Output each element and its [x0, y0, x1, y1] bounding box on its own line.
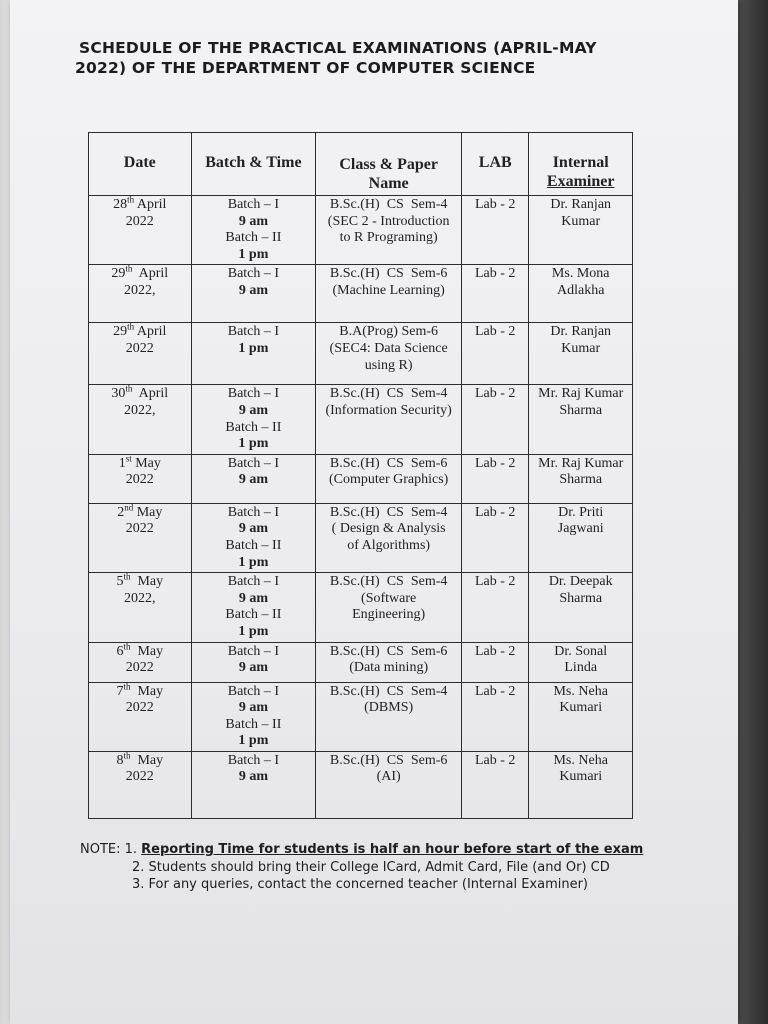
- date-day: 29: [113, 324, 128, 340]
- date-suffix: th: [127, 195, 135, 205]
- cell-examiner: [529, 751, 633, 818]
- cell-class-paper: [316, 751, 462, 818]
- examiner-line-1: Dr. Deepak: [548, 574, 613, 590]
- cell-examiner: [529, 196, 633, 265]
- date-day: 8: [116, 752, 124, 768]
- date-line-1: [92, 505, 188, 522]
- class-line-1: B.A(Prog) Sem-6: [339, 324, 439, 340]
- batch-2: Batch – II: [225, 230, 282, 246]
- cell-examiner: [529, 503, 633, 572]
- time-1: 9 am: [238, 521, 268, 537]
- date-line-1: [92, 753, 188, 770]
- date-suffix: th: [125, 264, 133, 274]
- time-1: 9 am: [238, 660, 268, 676]
- time-1: 9 am: [238, 700, 268, 716]
- date-line-1: [92, 644, 188, 661]
- cell-class-paper: [316, 503, 462, 572]
- class-line-1: B.Sc.(H) CS Sem-4: [329, 574, 448, 590]
- time-1: 9 am: [238, 769, 268, 785]
- cell-examiner: [529, 265, 633, 323]
- date-year: 2022: [125, 700, 154, 716]
- cell-date: [89, 751, 192, 818]
- date-line-1: [92, 574, 188, 591]
- date-line-1: [92, 324, 188, 341]
- cell-class-paper: [316, 573, 462, 642]
- date-day: 7: [116, 683, 124, 699]
- class-line-3: to R Programing): [339, 230, 438, 246]
- schedule-rows: [89, 196, 633, 819]
- header-exam-line1: Internal: [552, 154, 609, 171]
- class-line-1: B.Sc.(H) CS Sem-6: [329, 455, 448, 471]
- table-header-row: [89, 133, 633, 196]
- header-internal-examiner: [529, 133, 633, 196]
- examiner-line-2: Kumari: [559, 769, 603, 785]
- header-date: Date: [89, 133, 192, 196]
- batch-1: Batch – I: [227, 752, 280, 768]
- cell-batch-time: [191, 503, 316, 572]
- date-month: May: [130, 643, 164, 659]
- header-batch-time: Batch & Time: [191, 133, 316, 196]
- date-month: May: [131, 455, 161, 471]
- batch-1: Batch – I: [227, 197, 280, 212]
- class-line-2: (SEC 2 - Introduction: [327, 213, 450, 229]
- cell-batch-time: [191, 682, 316, 751]
- date-month: April: [132, 386, 169, 402]
- cell-class-paper: [316, 642, 462, 682]
- examiner-line-2: Sharma: [559, 590, 603, 606]
- time-2: 1 pm: [238, 246, 269, 262]
- class-line-1: B.Sc.(H) CS Sem-6: [329, 266, 448, 282]
- class-line-2: (Information Security): [325, 402, 452, 418]
- cell-class-paper: [316, 454, 462, 503]
- note-item-2: 2. Students should bring their College ICard, Admit Card, File (and Or) CD: [132, 860, 610, 875]
- cell-date: [89, 196, 192, 265]
- date-year: 2022,: [124, 590, 156, 606]
- table-row: [89, 385, 633, 454]
- examiner-line-2: Kumar: [561, 213, 601, 229]
- cell-class-paper: [316, 385, 462, 454]
- date-line-1: [92, 456, 188, 473]
- note-item-1: [80, 841, 660, 858]
- examiner-line-2: Sharma: [559, 472, 603, 488]
- schedule-table: [88, 132, 633, 819]
- examiner-line-1: Ms. Neha: [553, 752, 608, 768]
- header-lab: LAB: [462, 133, 529, 196]
- batch-1: Batch – I: [227, 574, 280, 590]
- batch-1: Batch – I: [227, 683, 280, 699]
- class-line-2: (SEC4: Data Science: [329, 340, 448, 356]
- time-1: 9 am: [238, 282, 268, 298]
- batch-2: Batch – II: [225, 537, 282, 553]
- class-line-3: Engineering): [352, 607, 426, 623]
- cell-batch-time: [191, 265, 316, 323]
- date-year: 2022: [125, 521, 154, 537]
- cell-examiner: [529, 385, 633, 454]
- date-line-1: [92, 684, 188, 701]
- title-line-1: SCHEDULE OF THE PRACTICAL EXAMINATIONS (APRIL-MAY: [79, 39, 597, 57]
- cell-batch-time: [191, 385, 316, 454]
- class-line-2: (Machine Learning): [332, 282, 445, 298]
- examiner-line-2: Linda: [564, 660, 598, 676]
- date-year: 2022,: [124, 282, 156, 298]
- time-1: 9 am: [238, 590, 268, 606]
- date-line-1: [92, 386, 188, 403]
- date-day: 5: [116, 574, 124, 590]
- cell-batch-time: [191, 642, 316, 682]
- date-year: 2022: [125, 213, 154, 229]
- date-suffix: th: [123, 751, 131, 761]
- date-year: 2022: [125, 472, 154, 488]
- examiner-line-1: Ms. Neha: [553, 683, 608, 699]
- time-1: 9 am: [238, 472, 268, 488]
- date-line-1: [92, 197, 188, 214]
- date-day: 29: [111, 266, 126, 282]
- time-2: 1 pm: [238, 436, 269, 452]
- cell-lab: Lab - 2: [462, 682, 529, 751]
- date-suffix: th: [123, 572, 131, 582]
- batch-1: Batch – I: [227, 324, 280, 340]
- cell-lab: Lab - 2: [462, 751, 529, 818]
- page-title: [75, 38, 675, 78]
- cell-date: [89, 323, 192, 385]
- note-prefix: NOTE: 1.: [80, 842, 142, 857]
- time-2: 1 pm: [238, 733, 269, 749]
- examiner-line-2: Adlakha: [556, 282, 605, 298]
- table-row: [89, 751, 633, 818]
- batch-2: Batch – II: [225, 419, 282, 435]
- date-day: 28: [113, 197, 128, 212]
- examiner-line-1: Dr. Priti: [558, 504, 604, 520]
- cell-class-paper: [316, 323, 462, 385]
- batch-2: Batch – II: [225, 607, 282, 623]
- date-year: 2022: [125, 340, 154, 356]
- class-line-1: B.Sc.(H) CS Sem-4: [329, 504, 448, 520]
- table-row: [89, 196, 633, 265]
- date-suffix: th: [123, 682, 131, 691]
- table-row: [89, 454, 633, 503]
- table-row: [89, 503, 633, 572]
- examiner-line-2: Sharma: [559, 402, 603, 418]
- date-day: 1: [118, 455, 126, 471]
- cell-batch-time: [191, 196, 316, 265]
- date-month: May: [130, 574, 164, 590]
- cell-batch-time: [191, 323, 316, 385]
- table-row: [89, 682, 633, 751]
- date-suffix: st: [125, 454, 132, 464]
- cell-date: [89, 642, 192, 682]
- batch-1: Batch – I: [227, 386, 280, 402]
- cell-lab: Lab - 2: [462, 196, 529, 265]
- class-line-1: B.Sc.(H) CS Sem-6: [329, 752, 448, 768]
- date-month: May: [133, 504, 163, 520]
- examiner-line-2: Kumari: [559, 700, 603, 716]
- cell-date: [89, 503, 192, 572]
- table-row: [89, 642, 633, 682]
- cell-examiner: [529, 573, 633, 642]
- class-line-3: using R): [364, 357, 413, 373]
- class-line-1: B.Sc.(H) CS Sem-4: [329, 386, 448, 402]
- note-block: [80, 841, 660, 893]
- class-line-2: ( Design & Analysis: [331, 521, 446, 537]
- cell-date: [89, 454, 192, 503]
- note-item-1-text: Reporting Time for students is half an hour before start of the exam: [141, 842, 644, 857]
- cell-batch-time: [191, 454, 316, 503]
- examiner-line-1: Dr. Sonal: [554, 643, 608, 659]
- cell-batch-time: [191, 751, 316, 818]
- date-day: 30: [111, 386, 126, 402]
- cell-examiner: [529, 323, 633, 385]
- time-1: 9 am: [238, 213, 268, 229]
- cell-lab: Lab - 2: [462, 573, 529, 642]
- cell-lab: Lab - 2: [462, 385, 529, 454]
- cell-lab: Lab - 2: [462, 454, 529, 503]
- examiner-line-2: Kumar: [561, 340, 601, 356]
- table-row: [89, 265, 633, 323]
- cell-class-paper: [316, 196, 462, 265]
- cell-date: [89, 682, 192, 751]
- batch-1: Batch – I: [227, 643, 280, 659]
- batch-1: Batch – I: [227, 504, 280, 520]
- date-year: 2022: [125, 769, 154, 785]
- class-line-2: (Computer Graphics): [328, 472, 449, 488]
- time-1: 1 pm: [238, 340, 269, 356]
- cell-lab: Lab - 2: [462, 642, 529, 682]
- date-suffix: th: [123, 642, 131, 651]
- examiner-line-1: Mr. Raj Kumar: [538, 386, 624, 402]
- class-line-2: (AI): [376, 769, 401, 785]
- class-line-1: B.Sc.(H) CS Sem-4: [329, 197, 448, 212]
- date-month: May: [130, 683, 164, 699]
- cell-lab: Lab - 2: [462, 265, 529, 323]
- examiner-line-1: Dr. Ranjan: [550, 324, 612, 340]
- cell-date: [89, 385, 192, 454]
- class-line-2: (Software: [361, 590, 417, 606]
- date-line-1: [92, 266, 188, 283]
- time-1: 9 am: [238, 402, 268, 418]
- date-suffix: th: [127, 322, 135, 332]
- header-class-line2: Name: [368, 175, 409, 192]
- date-month: April: [132, 266, 169, 282]
- class-line-3: of Algorithms): [347, 537, 431, 553]
- date-month: May: [130, 752, 164, 768]
- time-2: 1 pm: [238, 623, 269, 639]
- cell-date: [89, 573, 192, 642]
- examiner-line-1: Dr. Ranjan: [550, 197, 612, 212]
- cell-batch-time: [191, 573, 316, 642]
- date-day: 2: [117, 504, 125, 520]
- header-class-paper: [316, 133, 462, 196]
- batch-1: Batch – I: [227, 266, 280, 282]
- cell-lab: Lab - 2: [462, 323, 529, 385]
- class-line-2: (Data mining): [349, 660, 429, 676]
- date-year: 2022: [125, 660, 154, 676]
- date-day: 6: [116, 643, 124, 659]
- note-item-3: 3. For any queries, contact the concerned teacher (Internal Examiner): [132, 877, 588, 892]
- examiner-line-1: Mr. Raj Kumar: [538, 455, 624, 471]
- date-month: April: [134, 197, 167, 212]
- class-line-1: B.Sc.(H) CS Sem-6: [329, 643, 448, 659]
- table-row: [89, 323, 633, 385]
- class-line-2: (DBMS): [364, 700, 414, 716]
- cell-class-paper: [316, 682, 462, 751]
- date-year: 2022,: [124, 402, 156, 418]
- cell-date: [89, 265, 192, 323]
- date-suffix: nd: [124, 503, 134, 513]
- cell-examiner: [529, 454, 633, 503]
- examiner-line-2: Jagwani: [557, 521, 604, 537]
- cell-examiner: [529, 642, 633, 682]
- date-suffix: th: [125, 384, 133, 394]
- batch-1: Batch – I: [227, 455, 280, 471]
- table-row: [89, 573, 633, 642]
- title-line-2: 2022) OF THE DEPARTMENT OF COMPUTER SCIENCE: [75, 59, 536, 77]
- cell-lab: Lab - 2: [462, 503, 529, 572]
- cell-class-paper: [316, 265, 462, 323]
- batch-2: Batch – II: [225, 716, 282, 732]
- header-class-line1: Class & Paper: [339, 156, 438, 173]
- examiner-line-1: Ms. Mona: [551, 266, 610, 282]
- header-exam-line2: Examiner: [546, 173, 615, 190]
- class-line-1: B.Sc.(H) CS Sem-4: [329, 683, 448, 699]
- date-month: April: [134, 324, 167, 340]
- cell-examiner: [529, 682, 633, 751]
- time-2: 1 pm: [238, 554, 269, 570]
